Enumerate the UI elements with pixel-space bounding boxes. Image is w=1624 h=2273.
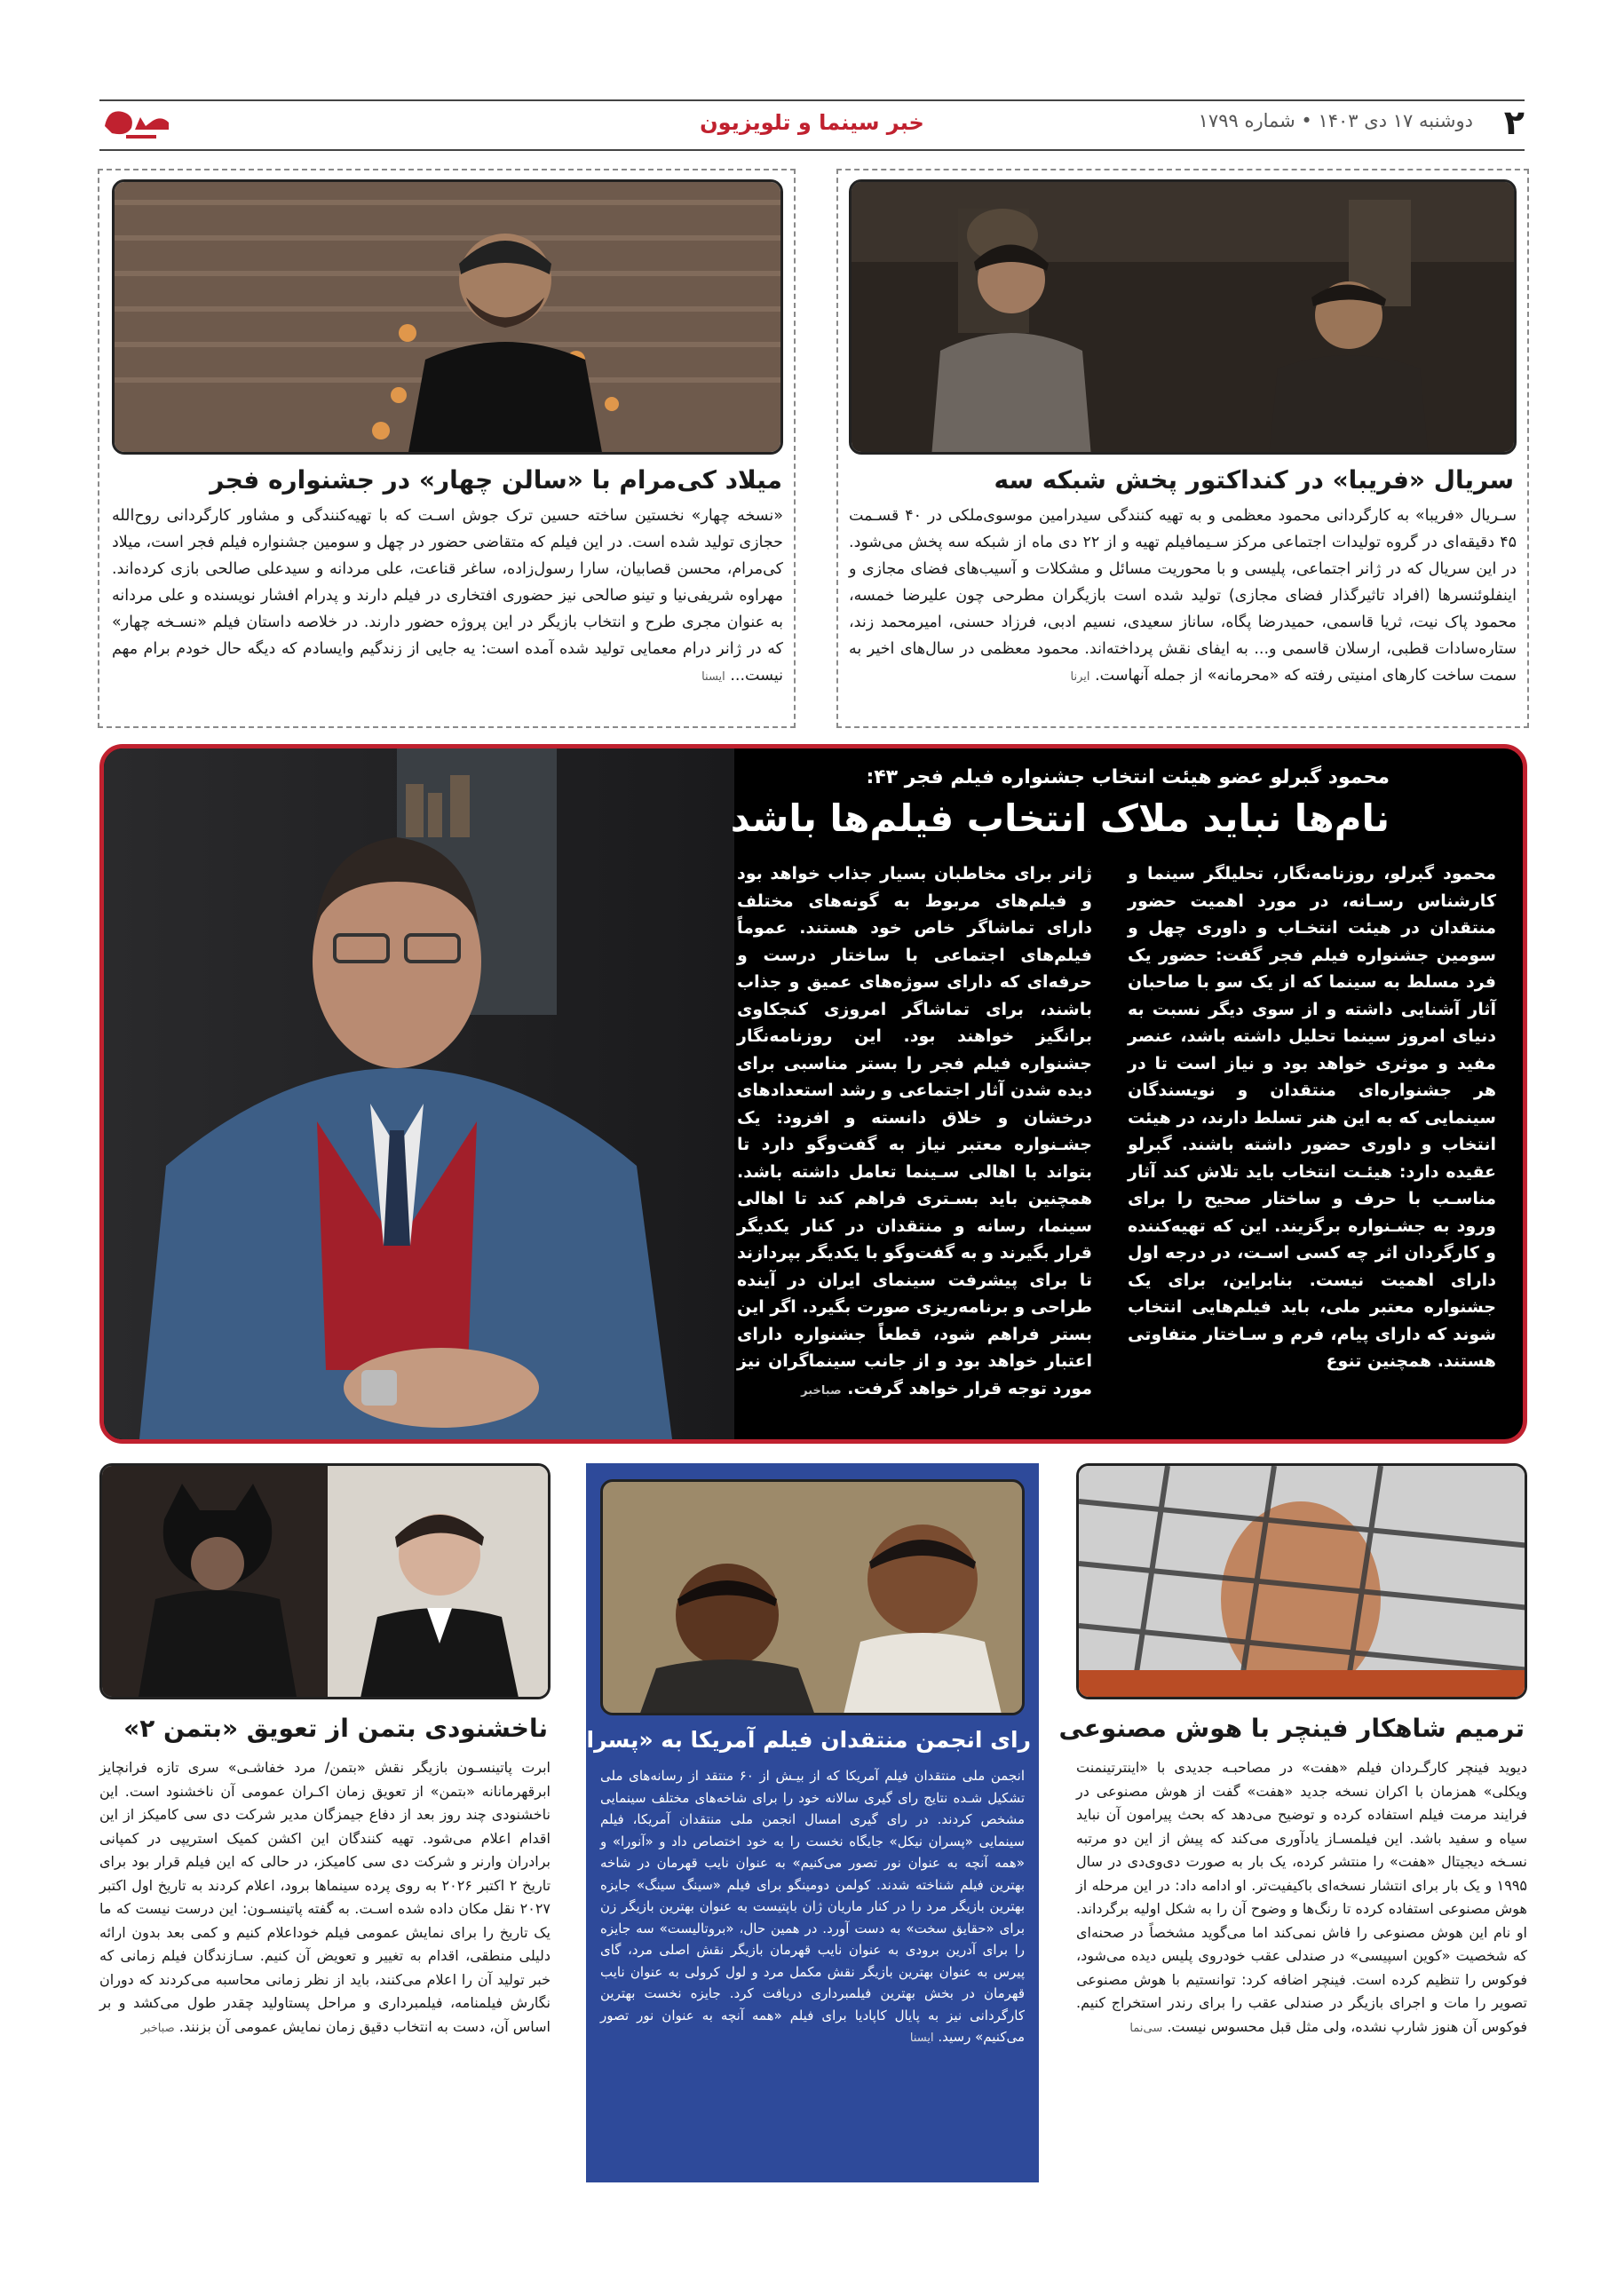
headline-batman: ناخشنودی بتمن از تعویق «بتمن ۲»: [123, 1714, 548, 1743]
milad-photo: [112, 179, 783, 455]
credit-milad: ایسنا: [701, 670, 725, 684]
fariba-photo: [849, 179, 1517, 455]
feature-interview: [99, 744, 1527, 1444]
credit-fariba: ایرنا: [1070, 670, 1090, 684]
body-fincher: [1076, 1756, 1527, 2040]
header-rule: [99, 149, 1525, 151]
feature-kicker: محمود گبرلو عضو هیئت انتخاب جشنواره فیلم فجر ۴۳:: [866, 766, 1390, 788]
feature-column-left-text: ژانر برای مخاطبان بسیار جذاب خواهد بود و فیلم‌های مربوط به گونه‌های مختلف دارای تماشاگر خاص خود هستند. عموماً فیلم‌های اجتماعی با ساختار درست و حرفه‌ای که دارای سوژه‌های عمیق و جذاب باشند، برای تماشاگر امروزی کنجکاوی برانگیز خواهند بود. این روزنامه‌نگار جشنواره فیلم فجر را بستر مناسبی برای دیده شدن آثار اجتماعی و رشد استعدادهای درخشان و خلاق دانسته و افزود: یک جشـنواره معتبر نیاز به گفت‌وگو دارد تا بتواند با اهالی سـینما تعامل داشته باشد. همچنین باید بسـتری فراهم کند تا اهالی سینما، رسانه و منتقدان در کنار یکدیگر قرار بگیرند و به گفت‌وگو با یکدیگر بپردازند تا برای پیشرفت سینمای ایران در آینده طراحی و برنامه‌ریزی صورت بگیرد. اگر این بستر فراهم شود، قطعاً جشنواره دارای اعتبار خواهد بود و از جانب سینماگران نیز مورد توجه قرار خواهد گرفت.: [737, 864, 1092, 1398]
body-fariba-text: سـریال «فریبا» به کارگردانی محمود معظمی و به تهیه کنندگی سیدرامین موسوی‌ملکی در ۴۰ قسـمت ۴۵ دقیقه‌ای در گروه تولیدات اجتماعی مرکز سـیمافیلم تهیه و از ۲۲ دی ماه از شبکه سه پخش می‌شود. در این سریال که در ژانر اجتماعی، پلیسی و با محوریت مسائل و مشکلات و آسیب‌های فضای مجازی و اینفلوئنسرها (افراد تاثیرگذار فضای مجازی) تولید شده است بازیگران مطرحی چون علیرضا خمسه، محمود پاک نیت، ثریا قاسمی، حمیدرضا پگاه، ساناز سعیدی، نسیم ادبی، فرزاد حسنی، امیرمحمد زند، ستاره‌سادات قطبی، ارسلان قاسمی و... به ایفای نقش پرداخته‌اند. محمود معظمی در سال‌های اخیر به سمت ساخت کارهای امنیتی رفته که «محرمانه» از جمله آنهاست.: [849, 507, 1517, 685]
batman-photo: [99, 1463, 551, 1699]
section-title: خبر سینما و تلویزیون: [700, 110, 924, 135]
headline-fincher: ترمیم شاهکار فینچر با هوش مصنوعی: [1058, 1714, 1525, 1743]
credit-nickel: ایسنا: [909, 2031, 934, 2045]
gabarlou-photo: [104, 748, 734, 1439]
issue-date: دوشنبه ۱۷ دی ۱۴۰۳ • شماره ۱۷۹۹: [1198, 110, 1473, 131]
credit-fincher: سی‌نما: [1129, 2021, 1163, 2035]
feature-column-right-text: محمود گبرلو، روزنامه‌نگار، تحلیلگر سینما و کارشناس رسـانه، در مورد اهمیت حضور منتقدان در هیئت انتخـاب و داوری چهل و سومین جشنواره فیلم فجر گفت: حضور یک فرد مسلط به سینما که از یک سو با صاحبان آثار آشنایی داشته و از سوی دیگر نسبت به دنیای امروز سینما تحلیل داشته باشد، عنصر مفید و موثری خواهد بود و نیاز است تا در هر جشنواره‌ای منتقدان و نویسندگان سینمایی که به این هنر تسلط دارند، در هیئت انتخاب و داوری حضور داشته باشند. گبرلو عقیده دارد: هیئـت انتخاب باید تلاش کند آثار مناسـب با حرف و ساختار صحیح را برای ورود به جشـنواره برگزیند. این که تهیه‌کننده و کارگردان اثر چه کسی اسـت، در درجه اول دارای اهمیت نیست. بنابراین، برای یک جشنواره معتبر ملی، باید فیلم‌هایی انتخاب شوند که دارای پیام، فرم و سـاختار متفاوتی هستند. همچنین تنوع: [1128, 864, 1496, 1371]
nickel-photo: [600, 1479, 1025, 1715]
header-rule: [99, 99, 1525, 101]
body-fariba: [849, 503, 1517, 691]
body-milad-text: «نسخه چهار» نخستین ساخته حسین ترک جوش اسـت که با تهیه‌کنندگی و مشاور کارگردانی روح‌الله حجازی تولید شده است. در این فیلم که متقاضی حضور در چهل و سومین جشنواره فیلم فجر است، میلاد کی‌مرام، محسن قصابیان، سارا رسول‌زاده، ساغر قناعت، علی مردانه و سیدعلی صالحی بازی کرده‌اند. مهراوه شریفی‌نیا و تینو صالحی نیز حضوری افتخاری در فیلم دارند و پدرام افشار نویسنده و علی مردانه به عنوان مجری طرح و انتخاب بازیگر در این پروژه حضور دارند. در خلاصه داستان فیلم «نسـخه چهار» که در ژانر درام معمایی تولید شده آمده است: یه جایی از زندگیم وایسادم که دیگه حال خودم برام مهم نیست...: [112, 507, 783, 685]
credit-batman: صباخبر: [140, 2021, 175, 2035]
body-batman-text: ابرت پاتینسـون بازیگر نقش «بتمن/ مرد خفاشـی» سری تازه فرانچایز ابرقهرمانانه «بتمن» از تعویق زمان اکـران عمومی آن ناخشنود است. این ناخشنودی چند روز بعد از دفاع جیمزگان مدیر شرکت دی سی کامیکز از این اقدام اعلام می‌شود. تهیه کنندگان این اکشن کمیک استریپی در کمپانی برادران وارنر و شرکت دی سی کامیکز، در حالی که این فیلم قرار بود برای تاریخ ۲ اکتبر ۲۰۲۶ به روی پرده سینماها برود، اعلام کردند به تاریخ اول اکتبر ۲۰۲۷ نقل مکان داده شده اسـت. به گفته پاتینسـون: این درست نیست که ما یک تاریخ را برای نمایش عمومی فیلم خوداعلام کنیم و کمی بعد بدون ارائه دلیلی منطقی، اقدام به تغییر و تعویض آن کنیم. سـازندگان فیلم زمانی که خبر تولید آن را اعلام می‌کنند، باید از نظر زمانی محاسبه می‌کردند که دوران نگارش فیلمنامه، فیلمبرداری و مراحل پستاولید چقدر طول می‌کشد و بر اساس آن، دست به انتخاب دقیق زمان نمایش عمومی آن بزنند.: [99, 1759, 551, 2035]
feature-credit: صباخبر: [801, 1383, 842, 1398]
headline-fariba: سریال «فریبا» در کنداکتور پخش شبکه سه: [994, 465, 1514, 495]
headline-nickel: رای انجمن منتقدان فیلم آمریکا به «پسران نیکل»: [495, 1727, 1031, 1753]
body-nickel: [600, 1765, 1025, 2050]
feature-column-right: [1128, 860, 1496, 1375]
fincher-photo: [1076, 1463, 1527, 1699]
body-nickel-text: انجمن ملی منتقدان فیلم آمریکا که از بیـش از ۶۰ منتقد از رسانه‌های ملی تشکیل شـده نتایج رای گیری سالانه خود را برای شاخه‌های مختلف سینمایی مشخص کردند. در رای گیری امسال انجمن ملی منتقدان آمریکا، فیلم سینمایی «پسران نیکل» جایگاه نخست را به خود اختصاص داد و «آنورا» و «همه آنچه به عنوان نور تصور می‌کنیم» به عنوان نایب قهرمان در شاخه بهترین فیلم شناخته شدند. کولمن دومینگو برای فیلم «سینگ سینگ» جایزه بهترین بازیگر مرد را در کنار ماریان ژان باپتیست به عنوان بهترین بازیگر زن برای «حقایق سخت» به دست آورد. در همین حال، «بروتالیست» سه جایزه را برای آدرین برودی به عنوان نایب قهرمان بازیگر نقش اصلی مرد، گای پیرس به عنوان بهترین بازیگر نقش مکمل مرد و لول کرولی به عنوان نایب قهرمان در بخش بهترین فیلمبرداری دریافت کرد. جایزه نخست بهترین کارگردانی نیز به پایال کاپادیا برای فیلم «همه آنچه به عنوان نور تصور می‌کنیم» رسید.: [600, 1768, 1025, 2045]
body-fincher-text: دیوید فینچر کارگـردان فیلم «هفت» در مصاحبـه جدیدی با «اینترتینمنت ویکلی» همزمان با اکران نسخه جدید «هفت» گفت از هوش مصنوعی در فرایند مرمت فیلم استفاده کرده و توضیح می‌دهد که بحث پیرامون آن نباید سیاه و سفید باشد. این فیلمسـاز یادآوری می‌کند که پیش از این دو مرتبه نسـخه دیجیتال «هفت» را منتشر کرده، یک بار به صورت دی‌وی‌دی در سال ۱۹۹۵ و یک بار برای انتشار نسخه‌ای باکیفیت‌تر. او ادامه داد: در این مرحله از هوش مصنوعی استفاده کرده تا رنگ‌ها و وضوح آن را به شکل اولیه برگرداند. او نام این هوش مصنوعی را فاش نمی‌کند اما می‌گوید مشخصاً در صحنه‌ای که شخصیت «کوین اسپیسی» در صندلی عقب خودروی پلیس دیده می‌شود، فوکوس را تنظیم کرده است. فینچر اضافه کرد: توانستیم با هوش مصنوعی تصویر را مات و اجرای بازیگر در صندلی عقب را برای رندر استخراج کنیم. فوکوس آن هنوز شارپ نشده، ولی مثل قبل محسوس نیست.: [1076, 1759, 1527, 2035]
body-batman: [99, 1756, 551, 2040]
headline-milad: میلاد کی‌مرام با «سالن چهار» در جشنواره فجر: [210, 465, 782, 495]
feature-column-left: [737, 860, 1092, 1405]
body-milad: [112, 503, 783, 691]
feature-title: نام‌ها نباید ملاک انتخاب فیلم‌ها باشد: [730, 796, 1390, 840]
saba-logo: [99, 99, 172, 146]
page-number: ۲: [1503, 103, 1525, 142]
